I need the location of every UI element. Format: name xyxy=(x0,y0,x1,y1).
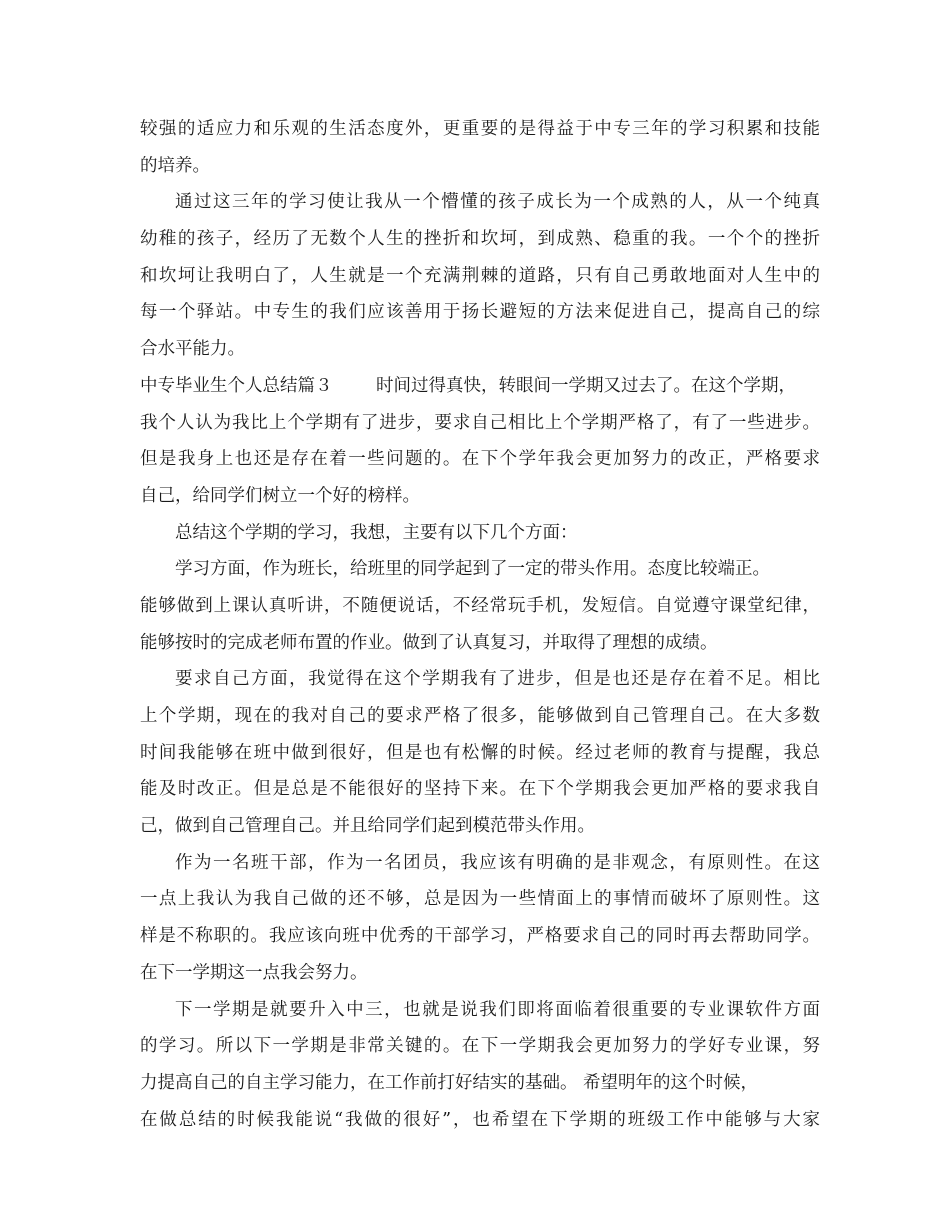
text-line: 能够做到上课认真听讲，不随便说话，不经常玩手机，发短信。自觉遵守课堂纪律， xyxy=(140,595,820,616)
document-body xyxy=(140,111,820,1138)
text-line: 在下一学期这一点我会努力。 xyxy=(140,962,368,983)
text-line: 和坎坷让我明白了，人生就是一个充满荆棘的道路，只有自己勇敢地面对人生中的 xyxy=(140,265,820,286)
text-line: 但是我身上也还是存在着一些问题的。在下个学年我会更加努力的改正，严格要求 xyxy=(140,449,820,470)
paragraph-start-line: 学习方面，作为班长，给班里的同学起到了一定的带头作用。态度比较端正。 xyxy=(175,559,770,580)
text-line: 能够按时的完成老师布置的作业。做到了认真复习，并取得了理想的成绩。 xyxy=(140,632,718,653)
section-heading-line xyxy=(140,368,820,405)
paragraph-start-line: 作为一名班干部，作为一名团员，我应该有明确的是非观念，有原则性。在这 xyxy=(175,852,820,873)
text-line: 合水平能力。 xyxy=(140,339,245,360)
paragraph-start-line: 总结这个学期的学习，我想，主要有以下几个方面： xyxy=(175,522,578,543)
text-line: 在做总结的时候我能说“我做的很好”，也希望在下学期的班级工作中能够与大家 xyxy=(140,1109,820,1130)
text-line: 力提高自己的自主学习能力，在工作前打好结实的基础。 希望明年的这个时候， xyxy=(140,1072,759,1093)
text-line: 时间我能够在班中做到很好，但是也有松懈的时候。经过老师的教育与提醒，我总 xyxy=(140,742,820,763)
text-line: 上个学期，现在的我对自己的要求严格了很多，能够做到自己管理自己。在大多数 xyxy=(140,706,820,726)
text-line: 能及时改正。但是总是不能很好的坚持下来。在下个学期我会更加严格的要求我自 xyxy=(140,779,820,800)
text-line: 的培养。 xyxy=(140,155,210,176)
text-line: 的学习。所以下一学期是非常关键的。在下一学期我会更加努力的学好专业课，努 xyxy=(140,1036,820,1057)
text-line: 己，做到自己管理自己。并且给同学们起到模范带头作用。 xyxy=(140,816,595,837)
text-line: 每一个驿站。中专生的我们应该善用于扬长避短的方法来促进自己，提高自己的综 xyxy=(140,302,820,323)
paragraph-start-line: 下一学期是就要升入中三，也就是说我们即将面临着很重要的专业课软件方面 xyxy=(175,999,820,1020)
text-line: 自己，给同学们树立一个好的榜样。 xyxy=(140,485,420,506)
text-line: 较强的适应力和乐观的生活态度外，更重要的是得益于中专三年的学习积累和技能 xyxy=(140,119,820,139)
paragraph-start-line: 要求自己方面，我觉得在这个学期我有了进步，但是也还是存在着不足。相比 xyxy=(175,669,820,690)
text-line: 一点上我认为我自己做的还不够，总是因为一些情面上的事情而破坏了原则性。这 xyxy=(140,889,820,910)
text-line: 幼稚的孩子，经历了无数个人生的挫折和坎坷，到成熟、稳重的我。一个个的挫折 xyxy=(140,229,820,250)
text-line: 样是不称职的。我应该向班中优秀的干部学习，严格要求自己的同时再去帮助同学。 xyxy=(140,926,820,947)
text-line: 我个人认为我比上个学期有了进步，要求自己相比上个学期严格了，有了一些进步。 xyxy=(140,412,820,433)
text-line: 时间过得真快，转眼间一学期又过去了。在这个学期， xyxy=(376,375,796,396)
section-heading: 中专毕业生个人总结篇３ xyxy=(140,375,333,396)
paragraph-start-line: 通过这三年的学习使让我从一个懵懂的孩子成长为一个成熟的人，从一个纯真 xyxy=(175,192,820,213)
